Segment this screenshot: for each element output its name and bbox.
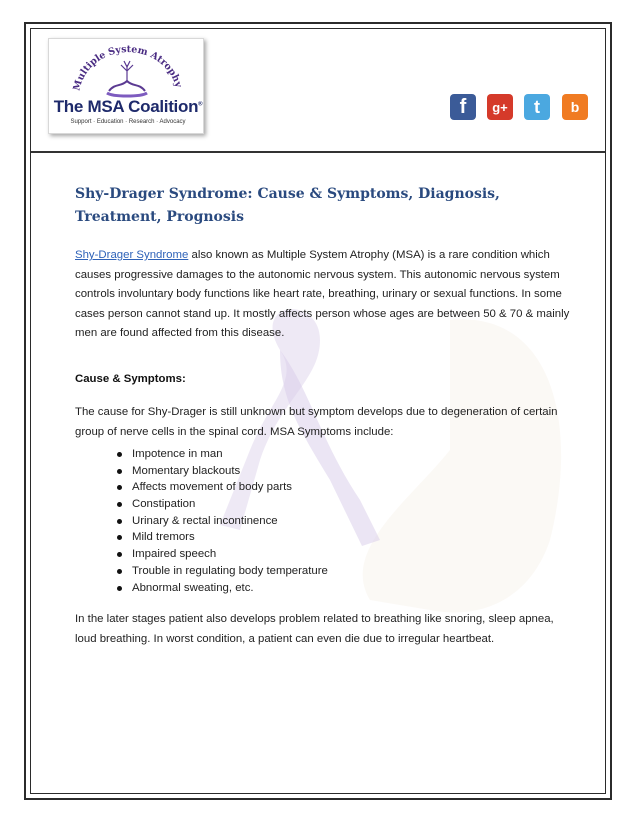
bullet-icon xyxy=(117,469,122,474)
list-item: Impotence in man xyxy=(93,446,328,463)
list-item: Impaired speech xyxy=(93,546,328,563)
facebook-icon[interactable]: f xyxy=(450,94,476,120)
bullet-icon xyxy=(117,586,122,591)
intro-paragraph xyxy=(75,246,571,344)
logo-title: The MSA Coalition® xyxy=(53,97,203,116)
bullet-icon xyxy=(117,552,122,557)
bullet-icon xyxy=(117,485,122,490)
article-title: Shy-Drager Syndrome: Cause & Symptoms, Diagnosis, Treatment, Prognosis xyxy=(75,186,500,225)
bullet-icon xyxy=(117,502,122,507)
list-item: Momentary blackouts xyxy=(93,463,328,480)
twitter-icon[interactable]: t xyxy=(524,94,550,120)
list-item: Urinary & rectal incontinence xyxy=(93,513,328,530)
logo-tagline: Support · Education · Research · Advocacy xyxy=(70,119,186,125)
shy-drager-link[interactable]: Shy-Drager Syndrome xyxy=(75,249,189,261)
list-item: Mild tremors xyxy=(93,529,328,546)
header-divider xyxy=(31,151,605,153)
bullet-icon xyxy=(117,452,122,457)
google-plus-icon[interactable]: g+ xyxy=(487,94,513,120)
bullet-icon xyxy=(117,569,122,574)
bullet-icon xyxy=(117,519,122,524)
list-item: Trouble in regulating body temperature xyxy=(93,563,328,580)
closing-paragraph: In the later stages patient also develops problem related to breathing like snoring, sleep apnea, loud breathing. In worst condition, a patient can even die due to irregular heartbeat. xyxy=(75,613,554,645)
list-item: Abnormal sweating, etc. xyxy=(93,580,328,597)
list-item: Constipation xyxy=(93,496,328,513)
intro-text: also known as Multiple System Atrophy (MSA) is a rare condition which causes progressive damages to the autonomic nervous system. This autonomic nervous system controls involuntary body functions like heart rate, breathing, urinary or sexual functions. In some cases person cannot stand up. It mostly affects person whose ages are between 50 & 70 & mainly men are found affected from this disease. xyxy=(75,249,570,339)
cause-paragraph: The cause for Shy-Drager is still unknown but symptom develops due to degeneration of certain group of nerve cells in the spinal cord. MSA Symptoms include: xyxy=(75,406,558,438)
svg-text:Multiple System Atrophy: Multiple System Atrophy xyxy=(71,44,184,92)
blogger-icon[interactable]: b xyxy=(562,94,588,120)
list-item: Affects movement of body parts xyxy=(93,479,328,496)
msa-coalition-logo[interactable] xyxy=(48,38,204,134)
cause-symptoms-heading: Cause & Symptoms: xyxy=(75,373,186,385)
bullet-icon xyxy=(117,535,122,540)
symptoms-list xyxy=(93,446,328,596)
